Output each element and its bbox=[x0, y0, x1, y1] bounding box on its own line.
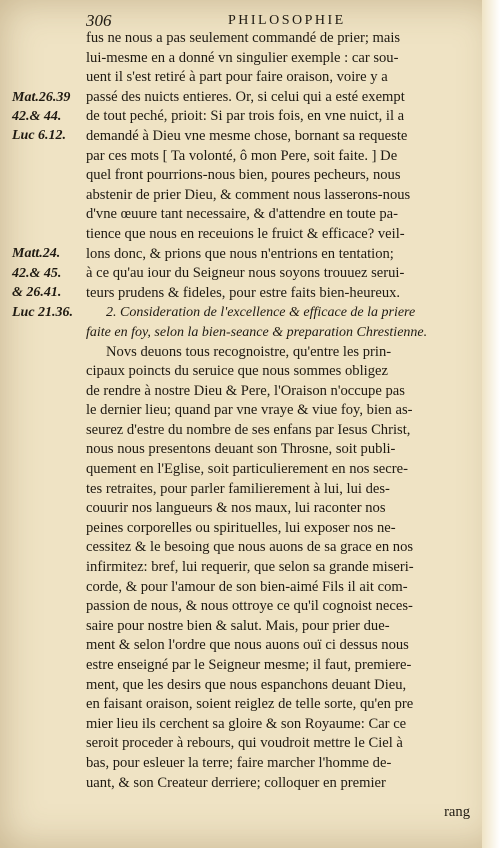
margin-note-ref: Luc 21.36. bbox=[12, 305, 74, 320]
text-line: bas, pour esleuer la terre; faire marcher l'homme de- bbox=[86, 754, 392, 771]
text-line: par ces mots [ Ta volonté, ô mon Pere, soit faite. ] De bbox=[86, 147, 398, 164]
text-line: mier lieu ils cerchent sa gloire & son Royaume: Car ce bbox=[86, 715, 407, 732]
margin-note-ref: & 26.41. bbox=[12, 285, 62, 300]
text-line: nous nous presentons deuant son Throsne, soit publi- bbox=[86, 441, 396, 458]
text-line: demandé à Dieu vne mesme chose, bornant sa requeste bbox=[86, 127, 408, 144]
text-line: fus ne nous a pas seulement commandé de prier; mais bbox=[86, 30, 401, 46]
section-heading-line: faite en foy, selon la bien-seance & preparation Chrestienne. bbox=[86, 324, 428, 340]
text-line: en faisant oraison, soient reiglez de telle sorte, qu'en pre bbox=[86, 696, 414, 713]
text-line: ment & selon l'ordre que nous auons ouï ci dessus nous bbox=[86, 637, 409, 654]
text-line: lons donc, & prions que nous n'entrions en tentation; bbox=[86, 245, 394, 262]
text-line: lui-mesme en a donné vn singulier exemple : car sou- bbox=[86, 49, 399, 66]
text-line: estre enseigné par le Seigneur mesme; il faut, premiere- bbox=[86, 657, 412, 673]
text-line: passion de nous, & nous ottroye ce qu'il cognoist neces- bbox=[86, 598, 413, 615]
text-line: passé des nuicts entieres. Or, si celui qui a esté exempt bbox=[86, 88, 405, 105]
text-line: quement en l'Eglise, soit particulierement en nos secre- bbox=[86, 461, 408, 478]
text-line: infirmitez: bref, lui requerir, que selon sa grande miseri- bbox=[86, 559, 414, 576]
text-line: corde, & pour l'amour de son bien-aimé Fils il ait com- bbox=[86, 578, 408, 595]
text-line: tience que nous en receuions le fruict & efficace? veil- bbox=[86, 225, 405, 242]
page-edge bbox=[482, 0, 500, 848]
text-line: teurs prudens & fideles, pour estre faits bien-heureux. bbox=[86, 284, 401, 301]
text-line: saire pour nostre bien & salut. Mais, pour prier due- bbox=[86, 617, 390, 634]
running-head: PHILOSOPHIE bbox=[228, 13, 346, 28]
text-line: cessitez & le besoing que nous auons de sa grace en nos bbox=[86, 539, 414, 556]
page-number: 306 bbox=[86, 11, 112, 30]
margin-note-ref: 42.& 45. bbox=[12, 266, 62, 281]
text-line: cipaux poincts du seruice que nous sommes obligez bbox=[86, 363, 388, 380]
text-line: uant, & son Createur derriere; colloquer en premier bbox=[86, 774, 386, 791]
margin-note-ref: Matt.24. bbox=[12, 246, 61, 261]
text-line: à ce qu'au iour du Seigneur nous soyons trouuez serui- bbox=[86, 265, 405, 282]
text-line: couurir nos langueurs & nos maux, lui raconter nos bbox=[86, 500, 386, 517]
catchword: rang bbox=[444, 804, 470, 820]
margin-note-ref: Mat.26.39 bbox=[12, 90, 71, 105]
section-heading-line: 2. Consideration de l'excellence & efficace de la priere bbox=[106, 305, 416, 321]
text-line: d'vne œuure tant necessaire, & d'attendre en toute pa- bbox=[86, 206, 399, 223]
text-line: le dernier lieu; quand par vne vraye & viue foy, bien as- bbox=[86, 402, 413, 419]
text-line: de rendre à nostre Dieu & Pere, l'Oraison n'occupe pas bbox=[86, 382, 405, 399]
margin-note-ref: Luc 6.12. bbox=[12, 128, 67, 143]
text-line: seroit proceder à rebours, qui voudroit mettre le Ciel à bbox=[86, 735, 403, 752]
margin-note-ref: 42.& 44. bbox=[12, 109, 62, 124]
text-line: ment, que les desirs que nous espanchons deuant Dieu, bbox=[86, 676, 407, 693]
body-text bbox=[86, 29, 472, 793]
text-line: seurez d'estre du nombre de ses enfans par Iesus Christ, bbox=[86, 421, 411, 438]
text-line: uent il s'est retiré à part pour faire oraison, voire y a bbox=[86, 69, 388, 86]
text-line: de tout peché, prioit: Si par trois fois, en vne nuict, il a bbox=[86, 108, 405, 125]
text-line: quel front pourrions-nous bien, poures pecheurs, nous bbox=[86, 167, 401, 184]
text-line: tes retraites, pour parler familierement à lui, lui des- bbox=[86, 480, 390, 497]
text-line: abstenir de prier Dieu, & comment nous lasserons-nous bbox=[86, 186, 411, 203]
text-line: Novs deuons tous recognoistre, qu'entre les prin- bbox=[106, 343, 392, 360]
text-line: peines corporelles ou spirituelles, lui exposer nos ne- bbox=[86, 519, 396, 536]
